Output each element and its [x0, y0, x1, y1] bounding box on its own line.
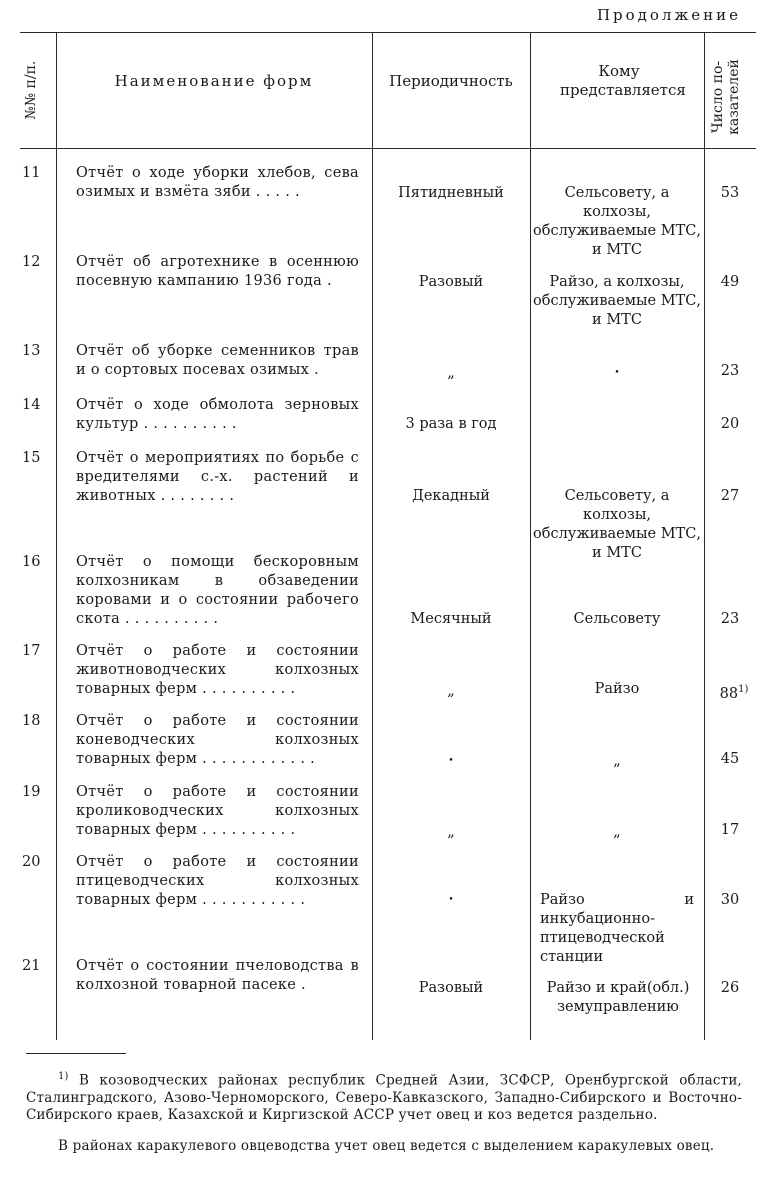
recipient: Райзо и край(обл.) земуправлению [546, 980, 690, 1015]
periodicity: Декадный [412, 488, 490, 504]
table-row [0, 553, 767, 633]
footnote-1 [26, 1068, 742, 1124]
row-number: 14 [22, 397, 41, 413]
recipient: Сельсовету [573, 611, 661, 627]
periodicity: „ [447, 683, 455, 699]
table-row [0, 712, 767, 777]
recipient: „ [613, 824, 621, 840]
indicator-count: 45 [720, 751, 740, 767]
periodicity: Разовый [418, 274, 484, 290]
footnote-rule [26, 1053, 126, 1054]
form-name: Отчёт о работе и состоянии коневодческих колхозных товарных ферм . . . . . . . . . . . . [76, 713, 359, 767]
table-row [0, 449, 767, 561]
indicator-count: 26 [720, 980, 740, 996]
periodicity: „ [447, 365, 455, 381]
indicator-count: 23 [720, 363, 740, 379]
row-number: 19 [22, 784, 41, 800]
indicator-count: 20 [720, 416, 740, 432]
form-name: Отчёт об агротехнике в осеннюю посевную кампанию 1936 года . [76, 254, 359, 289]
recipient: Райзо, а колхозы, обслуживаемые МТС, и МТС [533, 274, 701, 328]
indicator-count: 27 [720, 488, 740, 504]
periodicity: Пятидневный [398, 185, 504, 201]
row-number: 16 [22, 554, 41, 570]
header-periodicity: Периодичность [389, 72, 513, 90]
recipient: • [614, 368, 620, 378]
header-recipient: Кому представляется [560, 62, 686, 99]
periodicity: Разовый [418, 980, 484, 996]
header-count: Число по-казателей [710, 59, 742, 135]
recipient: Сельсовету, а колхозы, обслуживаемые МТС, и МТС [533, 488, 701, 561]
form-name: Отчёт о работе и состоянии птицеводческих колхозных товарных ферм . . . . . . . . . . . [76, 854, 359, 908]
row-number: 13 [22, 343, 41, 359]
periodicity: Месячный [410, 611, 492, 627]
form-name: Отчёт об уборке семенников трав и о сортовых посевах озимых . [76, 343, 359, 378]
form-name: Отчёт о состоянии пчеловодства в колхозной товарной пасеке . [76, 958, 359, 993]
indicator-count: 49 [720, 274, 740, 290]
recipient: Сельсовету, а колхозы, обслуживаемые МТС, и МТС [533, 185, 701, 258]
footnote-1-text: В козоводческих районах республик Средней Азии, ЗСФСР, Оренбургской области, Сталинградского, Азово-Черноморского, Северо-Кавказского, Западно-Сибирского и Восточно-Сибирского краев, Казахской и Киргизской АССР учет овец и коз ведется раздельно. [26, 1072, 743, 1123]
continuation-label: Продолжение [596, 6, 741, 24]
header-bottom-border [20, 148, 756, 149]
indicator-count: 17 [720, 822, 740, 838]
recipient: Райзо и инкубационно-птицеводческой станции [540, 892, 694, 965]
footnote-mark: 1) [58, 1071, 69, 1082]
indicator-count: 30 [720, 892, 740, 908]
table-top-border [20, 32, 756, 33]
row-number: 20 [22, 854, 41, 870]
recipient: „ [613, 753, 621, 769]
row-number: 21 [22, 958, 41, 974]
periodicity: 3 раза в год [405, 416, 497, 432]
footnote-ref: 1) [738, 684, 749, 695]
row-number: 18 [22, 713, 41, 729]
row-number: 17 [22, 643, 41, 659]
form-name: Отчёт о помощи бескоровным колхозникам в обзаведении коровами и о состоянии рабочего скота . . . . . . . . . . [76, 554, 359, 627]
header-num: №№ п/п. [23, 60, 39, 120]
table-row [0, 783, 767, 848]
row-number: 11 [22, 165, 41, 181]
form-name: Отчёт о ходе обмолота зерновых культур . . . . . . . . . . [76, 397, 359, 432]
table-row [0, 853, 767, 965]
periodicity: • [448, 895, 454, 905]
row-number: 12 [22, 254, 41, 270]
table-row [0, 396, 767, 446]
footnote-2: В районах каракулевого овцеводства учет овец ведется с выделением каракулевых овец. [58, 1138, 715, 1154]
table-row [0, 957, 767, 1027]
form-name: Отчёт о работе и состоянии кролиководческих колхозных товарных ферм . . . . . . . . . . [76, 784, 359, 838]
form-name: Отчёт о мероприятиях по борьбе с вредителями с.-х. растений и животных . . . . . . . . [76, 450, 359, 504]
form-name: Отчёт о работе и состоянии животноводческих колхозных товарных ферм . . . . . . . . . . [76, 643, 359, 697]
table-row [0, 342, 767, 392]
indicator-count-value: 88 [719, 685, 739, 702]
periodicity: „ [447, 824, 455, 840]
indicator-count: 23 [720, 611, 740, 627]
table-row [0, 642, 767, 707]
recipient: Райзо [594, 681, 640, 697]
indicator-count: 53 [720, 185, 740, 201]
periodicity: • [448, 756, 454, 766]
form-name: Отчёт о ходе уборки хлебов, сева озимых и взмёта зяби . . . . . [76, 165, 359, 200]
row-number: 15 [22, 450, 41, 466]
indicator-count [706, 680, 762, 704]
table-row [0, 164, 767, 258]
table-row [0, 253, 767, 333]
header-name: Наименование форм [114, 72, 314, 90]
